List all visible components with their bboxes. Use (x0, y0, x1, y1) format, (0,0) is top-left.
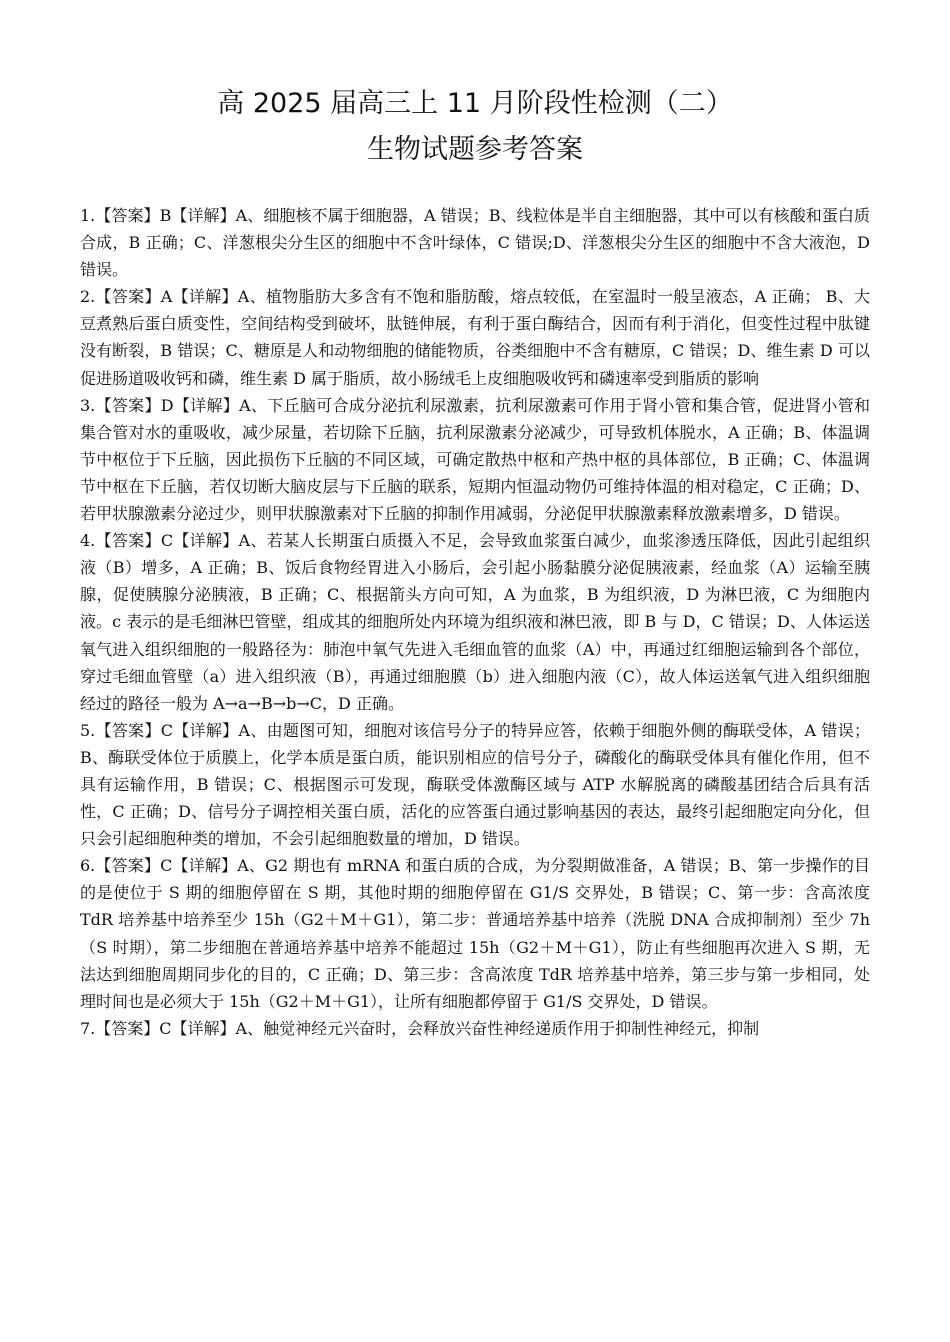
answer-label: 【答案】C【详解】 (95, 856, 238, 876)
answer-explanation: A、触觉神经元兴奋时，会释放兴奋性神经递质作用于抑制性神经元，抑制 (235, 1018, 760, 1038)
answer-number: 1. (80, 206, 96, 225)
answer-number: 6. (80, 856, 96, 876)
answer-number: 4. (80, 531, 96, 551)
answer-number: 2. (80, 287, 96, 307)
answer-item-2 (80, 283, 870, 391)
answer-label: 【答案】C【详解】 (95, 1018, 236, 1038)
answer-explanation: A、若某人长期蛋白质摄入不足，会导致血浆蛋白减少，血浆渗透压降低，因此引起组织液（B）增多，A 正确；B、饭后食物经胃进入小肠后，会引起小肠黏膜分泌促胰液素，经血浆（A）运输至胰腺，促使胰腺分泌胰液，B 正确；C、根据箭头方向可知，A 为血浆，B 为组织液，D 为淋巴液，C 为细胞内液。c 表示的是毛细淋巴管壁，组成其的细胞所处内环境为组织液和淋巴液，即 B 与 D，C 错误；D、人体运送氧气进入组织细胞的一般路径为：肺泡中氧气先进入毛细血管的血浆（A）中，再通过红细胞运输到各个部位，穿过毛细血管壁（a）进入组织液（B），再通过细胞膜（b）进入细胞内液（C），故人体运送氧气进入组织细胞经过的路径一般为 A→a→B→b→C，D 正确。 (80, 531, 870, 713)
answer-item-4 (80, 527, 870, 717)
answer-item-3 (80, 392, 870, 527)
answer-explanation: A、植物脂肪大多含有不饱和脂肪酸，熔点较低，在室温时一般呈液态，A 正确； B、大豆煮熟后蛋白质变性，空间结构受到破坏，肽链伸展，有利于蛋白酶结合，因而有利于消化，但变性过程中肽键没有断裂，B 错误；C、糖原是人和动物细胞的储能物质，谷类细胞中不含有糖原，C 错误；D、维生素 D 可以促进肠道吸收钙和磷，维生素 D 属于脂质，故小肠绒毛上皮细胞吸收钙和磷速率受到脂质的影响 (80, 287, 870, 388)
answer-number: 5. (80, 720, 96, 740)
answer-label: 【答案】A【详解】 (95, 287, 238, 307)
answer-explanation: A、G2 期也有 mRNA 和蛋白质的合成，为分裂期做准备，A 错误；B、第一步操作的目的是使位于 S 期的细胞停留在 S 期，其他时期的细胞停留在 G1/S 交界处，B 错误；C、第一步：含高浓度 TdR 培养基中培养至少 15h（G2＋M＋G1），第二步：普通培养基中培养（洗脱 DNA 合成抑制剂）至少 7h（S 时期），第二步细胞在普通培养基中培养不能超过 15h（G2＋M＋G1），防止有些细胞再次进入 S 期，无法达到细胞周期同步化的目的，C 正确；D、第三步：含高浓度 TdR 培养基中培养，第三步与第一步相同，处理时间也是必须大于 15h（G2＋M＋G1），让所有细胞都停留于 G1/S 交界处，D 错误。 (80, 856, 870, 1011)
answer-label: 【答案】C【详解】 (95, 531, 239, 551)
answer-number: 7. (80, 1018, 96, 1038)
answer-item-1 (80, 202, 870, 283)
answer-item-5 (80, 717, 870, 852)
answer-item-6 (80, 852, 870, 1015)
exam-title: 高 2025 届高三上 11 月阶段性检测（二） (217, 88, 733, 119)
answer-label: 【答案】C【详解】 (95, 720, 239, 740)
answers-body (80, 202, 870, 1042)
answer-explanation: A、下丘脑可合成分泌抗利尿激素，抗利尿激素可作用于肾小管和集合管，促进肾小管和集合管对水的重吸收，减少尿量，若切除下丘脑，抗利尿激素分泌减少，可导致机体脱水，A 正确；B、体温调节中枢位于下丘脑，因此损伤下丘脑的不同区域，可确定散热中枢和产热中枢的具体部位，B 正确；C、体温调节中枢在下丘脑，若仅切断大脑皮层与下丘脑的联系，短期内恒温动物仍可维持体温的相对稳定，C 正确；D、若甲状腺激素分泌过少，则甲状腺激素对下丘脑的抑制作用减弱，分泌促甲状腺激素释放激素增多，D 错误。 (80, 395, 870, 524)
answer-explanation: A、由题图可知，细胞对该信号分子的特异应答，依赖于细胞外侧的酶联受体，A 错误；B、酶联受体位于质膜上，化学本质是蛋白质，能识别相应的信号分子，磷酸化的酶联受体具有催化作用，但不具有运输作用，B 错误；C、根据图示可发现，酶联受体激酶区域与 ATP 水解脱离的磷酸基团结合后具有活性，C 正确；D、信号分子调控相关蛋白质，活化的应答蛋白通过影响基因的表达，最终引起细胞定向分化，但只会引起细胞种类的增加，不会引起细胞数量的增加，D 错误。 (80, 720, 870, 849)
answer-label: 【答案】D【详解】 (95, 395, 240, 415)
answer-explanation: A、细胞核不属于细胞器，A 错误；B、线粒体是半自主细胞器，其中可以有核酸和蛋白质合成，B 正确；C、洋葱根尖分生区的细胞中不含叶绿体，C 错误;D、洋葱根尖分生区的细胞中不含大液泡，D 错误。 (80, 206, 870, 280)
answer-label: 【答案】B【详解】 (95, 206, 236, 225)
answer-number: 3. (80, 395, 96, 415)
answer-key-subtitle: 生物试题参考答案 (367, 134, 583, 165)
answer-item-7 (80, 1015, 870, 1042)
